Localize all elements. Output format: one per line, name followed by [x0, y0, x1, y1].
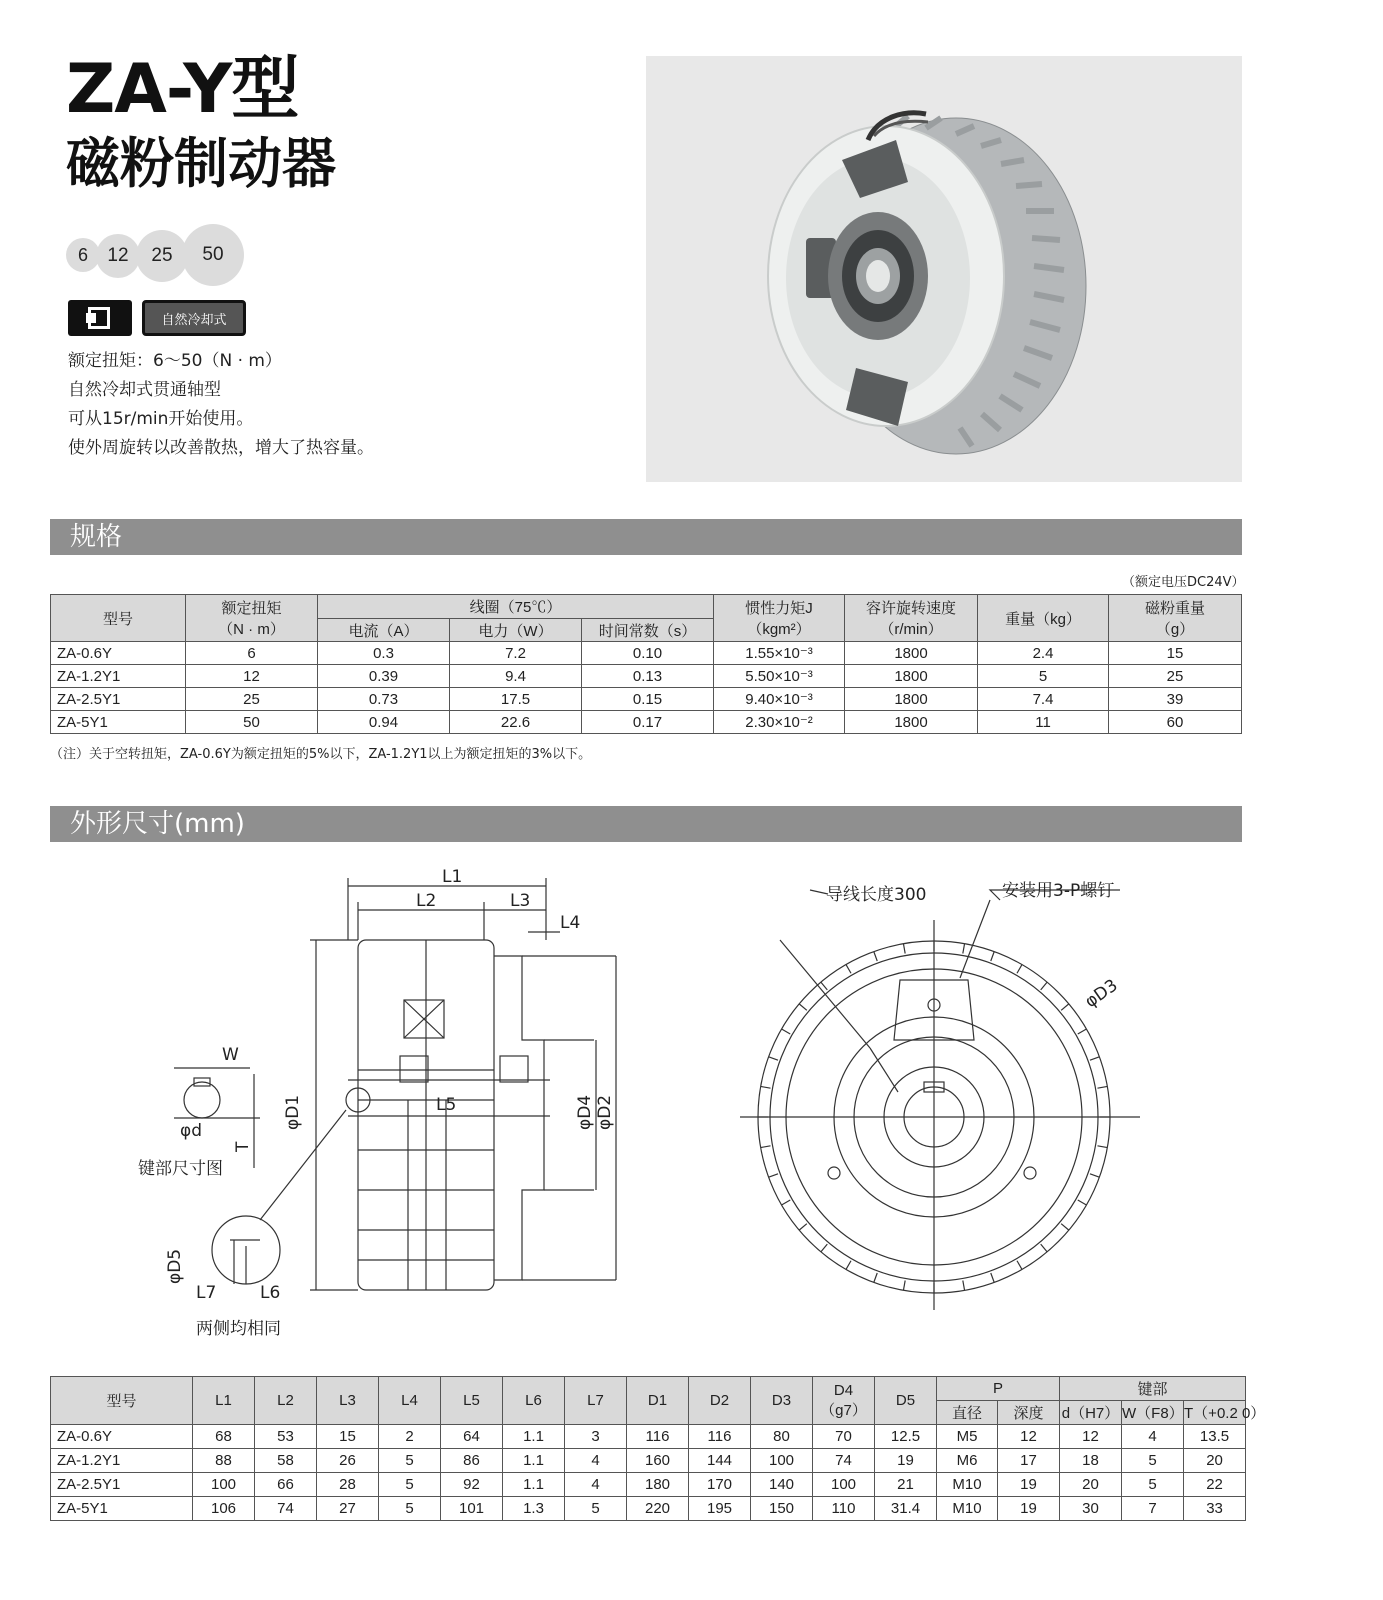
table-cell-model: ZA-2.5Y1 — [51, 688, 186, 711]
table-cell: 88 — [193, 1449, 255, 1473]
table-cell: 5 — [379, 1473, 441, 1497]
table-cell: 1.3 — [503, 1497, 565, 1521]
table-cell: 220 — [627, 1497, 689, 1521]
col-d1: D1 — [627, 1377, 689, 1425]
table-cell: 58 — [255, 1449, 317, 1473]
dim-l6: L6 — [260, 1283, 281, 1303]
table-cell: 101 — [441, 1497, 503, 1521]
table-cell: 106 — [193, 1497, 255, 1521]
table-cell: 74 — [813, 1449, 875, 1473]
fin-tick — [1078, 1200, 1087, 1205]
table-row — [51, 1425, 1246, 1449]
fin-tick — [1090, 1174, 1099, 1177]
col-key-t: T（+0.2 0） — [1184, 1401, 1246, 1425]
table-cell: 100 — [813, 1473, 875, 1497]
fin-tick — [1017, 965, 1022, 974]
fin-tick — [1097, 1086, 1107, 1088]
table-cell: 12.5 — [875, 1425, 937, 1449]
fin-tick — [1041, 1244, 1047, 1252]
col-d5: D5 — [875, 1377, 937, 1425]
fin-tick — [821, 982, 827, 990]
table-cell: 28 — [317, 1473, 379, 1497]
table-cell-inertia: 9.40×10⁻³ — [714, 688, 845, 711]
table-cell-power: 22.6 — [450, 711, 582, 734]
table-cell-current: 0.3 — [318, 642, 450, 665]
col-inertia: 惯性力矩J （kgm²） — [714, 595, 845, 642]
fin-tick — [991, 952, 994, 961]
table-cell: 5 — [1122, 1449, 1184, 1473]
product-photo — [646, 56, 1242, 482]
table-cell: 15 — [317, 1425, 379, 1449]
dimension-section-header: 外形尺寸(mm) — [50, 806, 1242, 842]
table-cell-torque: 6 — [186, 642, 318, 665]
table-cell: 27 — [317, 1497, 379, 1521]
col-key-d: d（H7） — [1060, 1401, 1122, 1425]
cooling-type-badge: 自然冷却式 — [142, 300, 246, 336]
table-cell: 100 — [193, 1473, 255, 1497]
fin-tick — [769, 1174, 778, 1177]
fin-tick — [799, 1224, 807, 1230]
table-cell-powder: 39 — [1109, 688, 1242, 711]
fin-tick — [761, 1086, 771, 1088]
fin-tick — [1017, 1261, 1022, 1270]
col-current: 电流（A） — [318, 619, 450, 642]
table-cell: 1.1 — [503, 1425, 565, 1449]
table-cell: 150 — [751, 1497, 813, 1521]
product-description — [68, 347, 374, 463]
table-cell-weight: 7.4 — [978, 688, 1109, 711]
table-cell: 5 — [379, 1497, 441, 1521]
table-cell: 74 — [255, 1497, 317, 1521]
table-cell: 70 — [813, 1425, 875, 1449]
table-cell-power: 7.2 — [450, 642, 582, 665]
table-row — [51, 642, 1242, 665]
table-cell: 4 — [1122, 1425, 1184, 1449]
col-powder: 磁粉重量 （g） — [1109, 595, 1242, 642]
col-l2: L2 — [255, 1377, 317, 1425]
fin-tick — [1078, 1029, 1087, 1034]
table-cell: 31.4 — [875, 1497, 937, 1521]
fin-tick — [821, 1244, 827, 1252]
dim-d: φd — [180, 1121, 203, 1141]
table-cell: M5 — [937, 1425, 998, 1449]
table-cell-tc: 0.15 — [582, 688, 714, 711]
table-cell: 116 — [689, 1425, 751, 1449]
key-section-caption: 键部尺寸图 — [138, 1159, 223, 1179]
col-key: 键部 — [1060, 1377, 1246, 1401]
table-cell: 4 — [565, 1449, 627, 1473]
col-d4: D4 （g7） — [813, 1377, 875, 1425]
rated-voltage-note: （额定电压DC24V） — [1122, 575, 1245, 590]
through-shaft-icon — [68, 300, 132, 336]
size-indicators — [66, 228, 266, 284]
dim-l5: L5 — [436, 1095, 457, 1115]
front-view-drawing — [720, 860, 1160, 1320]
fin-tick — [1061, 1004, 1069, 1010]
col-d2: D2 — [689, 1377, 751, 1425]
col-p-diameter: 直径 — [937, 1401, 998, 1425]
table-cell: 12 — [998, 1425, 1060, 1449]
description-line: 额定扭矩：6～50（N · m） — [68, 351, 282, 371]
dim-l2: L2 — [416, 891, 437, 911]
table-cell: 19 — [998, 1497, 1060, 1521]
table-cell: 5 — [1122, 1473, 1184, 1497]
col-time-constant: 时间常数（s） — [582, 619, 714, 642]
table-cell: 7 — [1122, 1497, 1184, 1521]
col-l6: L6 — [503, 1377, 565, 1425]
table-cell: 19 — [875, 1449, 937, 1473]
table-cell: 140 — [751, 1473, 813, 1497]
table-cell-speed: 1800 — [845, 688, 978, 711]
table-cell-model: ZA-1.2Y1 — [51, 1449, 193, 1473]
table-cell: 33 — [1184, 1497, 1246, 1521]
table-cell-model: ZA-1.2Y1 — [51, 665, 186, 688]
brake-illustration — [646, 56, 1242, 482]
table-cell: 144 — [689, 1449, 751, 1473]
dim-w: W — [222, 1045, 239, 1065]
fin-tick — [761, 1146, 771, 1148]
fin-tick — [903, 1280, 905, 1290]
dim-d1: φD1 — [283, 1094, 303, 1130]
table-row — [51, 1497, 1246, 1521]
table-cell-model: ZA-2.5Y1 — [51, 1473, 193, 1497]
col-speed: 容许旋转速度 （r/min） — [845, 595, 978, 642]
col-key-w: W（F8） — [1122, 1401, 1184, 1425]
table-cell-torque: 25 — [186, 688, 318, 711]
fin-tick — [991, 1273, 994, 1282]
table-row — [51, 688, 1242, 711]
description-line: 可从15r/min开始使用。 — [68, 409, 254, 429]
table-cell-powder: 25 — [1109, 665, 1242, 688]
dim-d4: φD4 — [575, 1094, 595, 1130]
col-p-depth: 深度 — [998, 1401, 1060, 1425]
dim-l4: L4 — [560, 913, 581, 933]
table-cell: 1.1 — [503, 1449, 565, 1473]
size-badge-12: 12 — [96, 234, 140, 278]
dim-d3: φD3 — [1081, 975, 1122, 1013]
table-cell: 100 — [751, 1449, 813, 1473]
table-cell: 116 — [627, 1425, 689, 1449]
table-cell: M10 — [937, 1497, 998, 1521]
dim-l7: L7 — [196, 1283, 217, 1303]
table-cell-inertia: 5.50×10⁻³ — [714, 665, 845, 688]
col-l3: L3 — [317, 1377, 379, 1425]
table-cell: 20 — [1184, 1449, 1246, 1473]
col-l7: L7 — [565, 1377, 627, 1425]
table-row — [51, 665, 1242, 688]
table-cell: 20 — [1060, 1473, 1122, 1497]
fin-tick — [846, 965, 851, 974]
table-cell-speed: 1800 — [845, 642, 978, 665]
col-coil: 线圈（75℃） — [318, 595, 714, 619]
side-view-drawing — [130, 860, 650, 1350]
table-cell-current: 0.73 — [318, 688, 450, 711]
table-cell-torque: 50 — [186, 711, 318, 734]
table-cell: 86 — [441, 1449, 503, 1473]
table-cell-model: ZA-0.6Y — [51, 642, 186, 665]
table-row — [51, 711, 1242, 734]
fin-tick — [1097, 1146, 1107, 1148]
table-cell-model: ZA-5Y1 — [51, 1497, 193, 1521]
fin-tick — [1090, 1057, 1099, 1060]
table-cell: 2 — [379, 1425, 441, 1449]
table-cell-inertia: 1.55×10⁻³ — [714, 642, 845, 665]
table-cell: M10 — [937, 1473, 998, 1497]
table-cell: 19 — [998, 1473, 1060, 1497]
table-cell-weight: 2.4 — [978, 642, 1109, 665]
spec-footnote: （注）关于空转扭矩，ZA-0.6Y为额定扭矩的5%以下，ZA-1.2Y1以上为额定扭矩的3%以下。 — [50, 747, 592, 762]
table-cell: 92 — [441, 1473, 503, 1497]
table-cell-model: ZA-0.6Y — [51, 1425, 193, 1449]
table-cell: 3 — [565, 1425, 627, 1449]
table-cell-model: ZA-5Y1 — [51, 711, 186, 734]
fin-tick — [1061, 1224, 1069, 1230]
table-cell-speed: 1800 — [845, 665, 978, 688]
fin-tick — [874, 1273, 877, 1282]
table-cell: 21 — [875, 1473, 937, 1497]
table-cell: 22 — [1184, 1473, 1246, 1497]
table-cell: 195 — [689, 1497, 751, 1521]
table-cell-torque: 12 — [186, 665, 318, 688]
lead-length-label: 导线长度300 — [826, 885, 927, 905]
col-d3: D3 — [751, 1377, 813, 1425]
fin-tick — [963, 944, 965, 954]
table-cell: 53 — [255, 1425, 317, 1449]
table-cell: M6 — [937, 1449, 998, 1473]
table-cell: 18 — [1060, 1449, 1122, 1473]
table-cell-powder: 15 — [1109, 642, 1242, 665]
col-l1: L1 — [193, 1377, 255, 1425]
table-cell-tc: 0.17 — [582, 711, 714, 734]
description-line: 自然冷却式贯通轴型 — [68, 380, 221, 400]
col-l5: L5 — [441, 1377, 503, 1425]
fin-tick — [1041, 982, 1047, 990]
col-p: P — [937, 1377, 1060, 1401]
page-title: ZA-Y型 — [66, 50, 299, 129]
table-cell: 110 — [813, 1497, 875, 1521]
table-cell: 17 — [998, 1449, 1060, 1473]
col-torque: 额定扭矩 （N · m） — [186, 595, 318, 642]
table-row — [51, 1449, 1246, 1473]
table-cell: 30 — [1060, 1497, 1122, 1521]
both-sides-note: 两侧均相同 — [196, 1319, 281, 1339]
table-cell: 26 — [317, 1449, 379, 1473]
table-cell: 12 — [1060, 1425, 1122, 1449]
spec-section-header: 规格 — [50, 519, 1242, 555]
fin-tick — [769, 1057, 778, 1060]
dim-d2: φD2 — [595, 1094, 615, 1130]
description-line: 使外周旋转以改善散热，增大了热容量。 — [68, 438, 374, 458]
table-cell-tc: 0.13 — [582, 665, 714, 688]
table-cell-weight: 5 — [978, 665, 1109, 688]
fin-tick — [903, 944, 905, 954]
table-cell: 66 — [255, 1473, 317, 1497]
table-cell-speed: 1800 — [845, 711, 978, 734]
table-row — [51, 1473, 1246, 1497]
page-subtitle: 磁粉制动器 — [66, 132, 336, 195]
fin-tick — [799, 1004, 807, 1010]
table-cell-current: 0.39 — [318, 665, 450, 688]
fin-tick — [963, 1280, 965, 1290]
table-cell-powder: 60 — [1109, 711, 1242, 734]
fin-tick — [782, 1200, 791, 1205]
col-weight: 重量（kg） — [978, 595, 1109, 642]
col-model: 型号 — [51, 595, 186, 642]
table-cell: 80 — [751, 1425, 813, 1449]
size-badge-6: 6 — [66, 238, 100, 272]
col-power: 电力（W） — [450, 619, 582, 642]
size-badge-50: 50 — [182, 224, 244, 286]
fin-tick — [874, 952, 877, 961]
col-model: 型号 — [51, 1377, 193, 1425]
table-cell-power: 9.4 — [450, 665, 582, 688]
dim-d5: φD5 — [165, 1248, 185, 1284]
table-cell-power: 17.5 — [450, 688, 582, 711]
dim-l1: L1 — [442, 867, 463, 887]
fin-tick — [846, 1261, 851, 1270]
dimension-table — [50, 1376, 1266, 1521]
fin-tick — [782, 1029, 791, 1034]
col-l4: L4 — [379, 1377, 441, 1425]
table-cell: 4 — [565, 1473, 627, 1497]
table-cell: 5 — [565, 1497, 627, 1521]
spec-table — [50, 594, 1242, 734]
table-cell: 1.1 — [503, 1473, 565, 1497]
table-cell-weight: 11 — [978, 711, 1109, 734]
table-cell: 5 — [379, 1449, 441, 1473]
table-cell-inertia: 2.30×10⁻² — [714, 711, 845, 734]
mount-screw-label: 安装用3-P螺钉 — [1002, 881, 1115, 901]
dim-l3: L3 — [510, 891, 531, 911]
size-badge-25: 25 — [136, 230, 188, 282]
table-cell: 160 — [627, 1449, 689, 1473]
table-cell: 180 — [627, 1473, 689, 1497]
dim-t: T — [233, 1141, 253, 1152]
table-cell-tc: 0.10 — [582, 642, 714, 665]
table-cell: 13.5 — [1184, 1425, 1246, 1449]
table-cell: 68 — [193, 1425, 255, 1449]
table-cell-current: 0.94 — [318, 711, 450, 734]
table-cell: 170 — [689, 1473, 751, 1497]
table-cell: 64 — [441, 1425, 503, 1449]
